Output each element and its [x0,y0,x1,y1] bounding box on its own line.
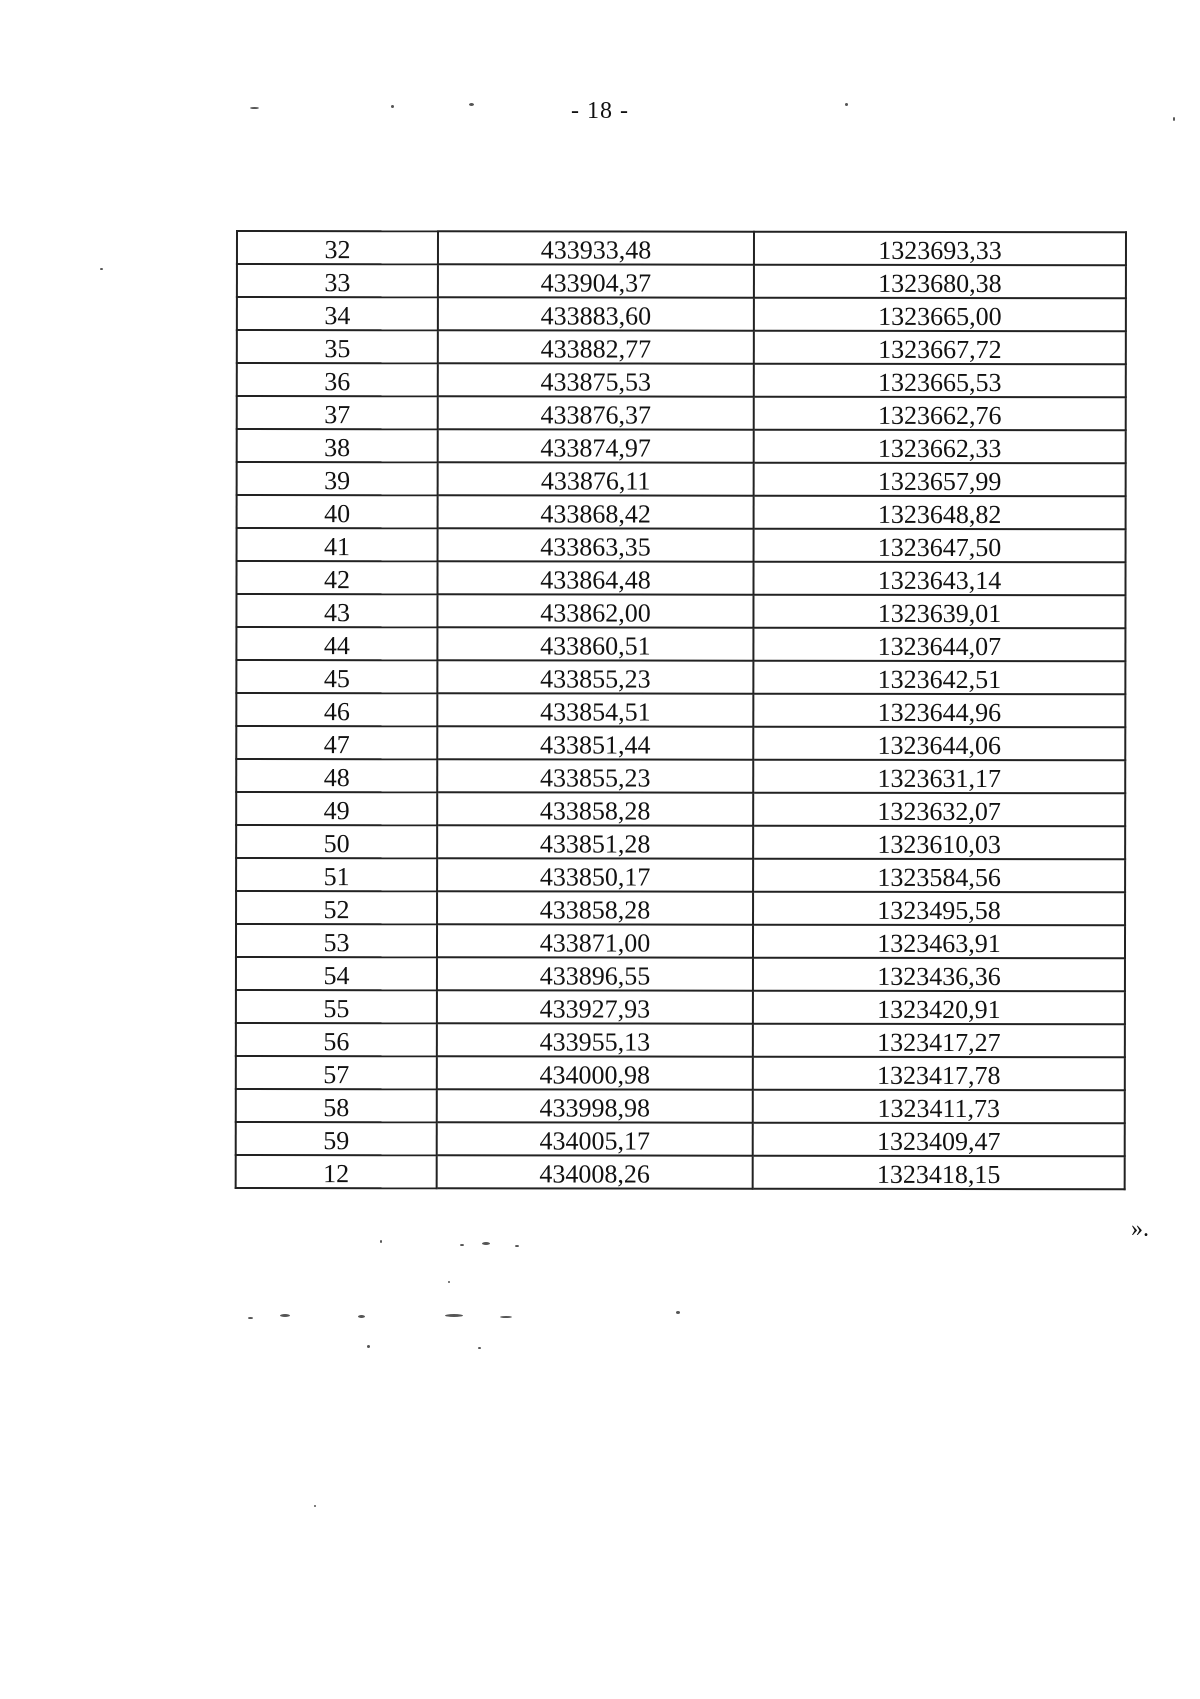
point-number-cell: 32 [237,231,438,264]
y-coordinate-cell: 1323436,36 [753,958,1125,992]
table-row [236,990,1125,1024]
y-coordinate-cell: 1323463,91 [753,925,1125,959]
point-number-cell: 57 [236,1056,437,1089]
point-number-cell: 41 [237,528,438,561]
coordinates-table-container [235,230,1125,1190]
point-number-cell: 36 [237,363,438,396]
y-coordinate-cell: 1323418,15 [753,1156,1125,1190]
table-row [236,792,1125,826]
y-coordinate-cell: 1323632,07 [753,793,1125,827]
scan-speck [380,1240,382,1243]
x-coordinate-cell: 433851,44 [437,726,753,759]
table-row [237,297,1126,331]
table-row [237,495,1126,529]
x-coordinate-cell: 433862,00 [437,594,753,627]
scan-speck [460,1244,464,1246]
table-row [237,429,1126,463]
x-coordinate-cell: 434005,17 [437,1122,753,1155]
x-coordinate-cell: 434000,98 [437,1056,753,1089]
point-number-cell: 39 [237,462,438,495]
y-coordinate-cell: 1323643,14 [753,562,1125,596]
table-row [236,693,1125,727]
y-coordinate-cell: 1323639,01 [753,595,1125,629]
page-number: - 18 - [571,98,629,124]
y-coordinate-cell: 1323665,53 [754,364,1126,398]
x-coordinate-cell: 433998,98 [437,1089,753,1122]
y-coordinate-cell: 1323420,91 [753,991,1125,1025]
table-row [236,1023,1125,1057]
x-coordinate-cell: 433933,48 [438,231,754,264]
point-number-cell: 54 [236,957,437,990]
point-number-cell: 33 [237,264,438,297]
point-number-cell: 49 [236,792,437,825]
coordinates-table [235,230,1127,1190]
table-row [236,627,1125,661]
scan-speck [515,1245,519,1247]
scan-speck [676,1311,680,1314]
table-row [237,363,1126,397]
scan-speck [250,107,259,109]
x-coordinate-cell: 433871,00 [437,924,753,957]
y-coordinate-cell: 1323584,56 [753,859,1125,893]
point-number-cell: 35 [237,330,438,363]
x-coordinate-cell: 433858,28 [437,792,753,825]
y-coordinate-cell: 1323411,73 [753,1090,1125,1124]
scan-speck [448,1281,450,1283]
x-coordinate-cell: 433860,51 [437,627,753,660]
y-coordinate-cell: 1323657,99 [754,463,1126,497]
scan-speck [314,1505,316,1507]
x-coordinate-cell: 433955,13 [437,1023,753,1056]
point-number-cell: 40 [237,495,438,528]
table-row [236,726,1125,760]
point-number-cell: 38 [237,429,438,462]
closing-quote-mark: ». [1131,1216,1149,1242]
scan-speck [100,268,103,270]
point-number-cell: 34 [237,297,438,330]
x-coordinate-cell: 433896,55 [437,957,753,990]
point-number-cell: 50 [236,825,437,858]
point-number-cell: 46 [236,693,437,726]
point-number-cell: 42 [236,561,437,594]
table-row [236,1155,1125,1189]
x-coordinate-cell: 433904,37 [438,264,754,297]
table-row [236,1089,1125,1123]
x-coordinate-cell: 434008,26 [437,1155,753,1188]
x-coordinate-cell: 433876,37 [438,396,754,429]
y-coordinate-cell: 1323644,06 [753,727,1125,761]
table-row [237,396,1126,430]
table-row [236,1122,1125,1156]
scan-speck [445,1314,463,1317]
table-row [237,330,1126,364]
y-coordinate-cell: 1323417,27 [753,1024,1125,1058]
x-coordinate-cell: 433927,93 [437,990,753,1023]
y-coordinate-cell: 1323662,76 [754,397,1126,431]
point-number-cell: 56 [236,1023,437,1056]
y-coordinate-cell: 1323665,00 [754,298,1126,332]
table-row [236,759,1125,793]
point-number-cell: 47 [236,726,437,759]
scan-speck [358,1315,365,1318]
y-coordinate-cell: 1323642,51 [753,661,1125,695]
table-row [236,891,1125,925]
x-coordinate-cell: 433855,23 [437,660,753,693]
x-coordinate-cell: 433875,53 [438,363,754,396]
point-number-cell: 44 [236,627,437,660]
scan-speck [367,1345,370,1348]
scan-speck [500,1316,512,1318]
y-coordinate-cell: 1323667,72 [754,331,1126,365]
table-row [236,594,1125,628]
scan-speck [1173,117,1175,121]
scan-speck [469,103,474,106]
scan-speck [280,1314,290,1317]
y-coordinate-cell: 1323631,17 [753,760,1125,794]
y-coordinate-cell: 1323495,58 [753,892,1125,926]
y-coordinate-cell: 1323417,78 [753,1057,1125,1091]
scan-speck [478,1347,481,1349]
table-row [237,462,1126,496]
point-number-cell: 45 [236,660,437,693]
point-number-cell: 37 [237,396,438,429]
coordinates-table-body [236,231,1126,1189]
y-coordinate-cell: 1323644,07 [753,628,1125,662]
x-coordinate-cell: 433883,60 [438,297,754,330]
table-row [236,858,1125,892]
point-number-cell: 43 [236,594,437,627]
table-row [237,528,1126,562]
table-row [237,231,1126,265]
point-number-cell: 59 [236,1122,437,1155]
scan-speck [391,105,394,108]
x-coordinate-cell: 433876,11 [438,462,754,495]
table-row [236,561,1125,595]
point-number-cell: 51 [236,858,437,891]
y-coordinate-cell: 1323647,50 [754,529,1126,563]
x-coordinate-cell: 433854,51 [437,693,753,726]
x-coordinate-cell: 433855,23 [437,759,753,792]
x-coordinate-cell: 433851,28 [437,825,753,858]
point-number-cell: 52 [236,891,437,924]
scan-speck [248,1317,253,1319]
y-coordinate-cell: 1323680,38 [754,265,1126,299]
table-row [236,1056,1125,1090]
y-coordinate-cell: 1323648,82 [754,496,1126,530]
x-coordinate-cell: 433874,97 [438,429,754,462]
point-number-cell: 53 [236,924,437,957]
y-coordinate-cell: 1323610,03 [753,826,1125,860]
x-coordinate-cell: 433868,42 [438,495,754,528]
x-coordinate-cell: 433850,17 [437,858,753,891]
y-coordinate-cell: 1323662,33 [754,430,1126,464]
table-row [237,264,1126,298]
table-row [236,660,1125,694]
x-coordinate-cell: 433882,77 [438,330,754,363]
y-coordinate-cell: 1323693,33 [754,232,1126,266]
scan-speck [845,103,848,106]
y-coordinate-cell: 1323644,96 [753,694,1125,728]
table-row [236,957,1125,991]
point-number-cell: 58 [236,1089,437,1122]
table-row [236,825,1125,859]
point-number-cell: 55 [236,990,437,1023]
scan-speck [482,1242,490,1245]
x-coordinate-cell: 433858,28 [437,891,753,924]
point-number-cell: 48 [236,759,437,792]
table-row [236,924,1125,958]
y-coordinate-cell: 1323409,47 [753,1123,1125,1157]
x-coordinate-cell: 433864,48 [437,561,753,594]
x-coordinate-cell: 433863,35 [438,528,754,561]
point-number-cell: 12 [236,1155,437,1188]
